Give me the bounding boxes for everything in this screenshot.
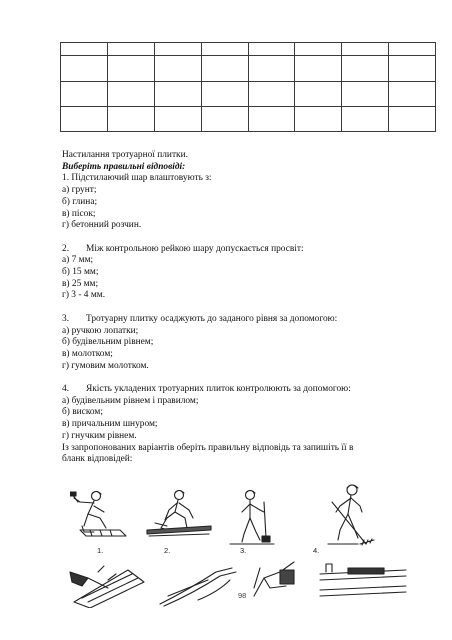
- question-1-option-c: в) пісок;: [62, 208, 96, 219]
- question-4-option-c: в) причальним шнуром;: [62, 419, 158, 430]
- answer-cell: [389, 82, 436, 107]
- answer-cell: [154, 43, 201, 56]
- answer-cell: [107, 82, 154, 107]
- page-number: 98: [238, 591, 247, 600]
- question-3-option-c: в) молотком;: [62, 348, 113, 359]
- answer-cell: [295, 107, 342, 132]
- figure-4-worker-with-rake: [318, 482, 378, 546]
- question-1: 1. Підстилаючий шар влаштовують з:: [62, 173, 212, 184]
- question-1-option-d: г) бетонний розчин.: [62, 220, 142, 231]
- answer-cell: [248, 43, 295, 56]
- question-1-option-a: а) грунт;: [62, 185, 97, 196]
- question-2-option-c: в) 25 мм;: [62, 278, 99, 289]
- answer-cell: [61, 82, 108, 107]
- task-line-1: Із запропонованих варіантів оберіть правильну відповідь та запишіть її в: [62, 442, 354, 453]
- answer-cell: [342, 56, 389, 82]
- answer-cell: [201, 56, 248, 82]
- answer-cell: [154, 107, 201, 132]
- figure-5-screeding-tool: [68, 562, 148, 608]
- answer-cell: [248, 82, 295, 107]
- section-title: Настилання тротуарної плитки.: [62, 150, 188, 160]
- answer-cell: [201, 43, 248, 56]
- question-2-option-b: б) 15 мм;: [62, 267, 99, 278]
- task-line-2: бланк відповідей:: [62, 454, 133, 465]
- answer-cell: [107, 107, 154, 132]
- instruction: Виберіть правильні відповіді:: [62, 161, 186, 172]
- question-2: 2. Між контрольною рейкою шару допускається просвіт:: [62, 243, 304, 254]
- answer-cell: [61, 43, 108, 56]
- answer-cell: [389, 43, 436, 56]
- question-4-option-b: б) виском;: [62, 407, 103, 418]
- figure-3-worker-with-tamper: [226, 488, 276, 546]
- answer-cell: [154, 82, 201, 107]
- answer-table-row: [61, 43, 436, 56]
- answer-cell: [154, 56, 201, 82]
- question-4: 4. Якість укладених тротуарних плиток контролюють за допомогою:: [62, 384, 351, 395]
- answer-cell: [61, 107, 108, 132]
- answer-cell: [389, 56, 436, 82]
- figure-2-label: 2.: [164, 546, 171, 555]
- answer-cell: [107, 56, 154, 82]
- question-3-option-b: б) будівельним рівнем;: [62, 337, 154, 348]
- answer-cell: [295, 56, 342, 82]
- answer-cell: [342, 107, 389, 132]
- answer-cell: [342, 82, 389, 107]
- figure-8-level-on-tiles: [318, 560, 408, 598]
- answer-cell: [389, 107, 436, 132]
- figure-3-label: 3.: [240, 546, 247, 555]
- figure-1-worker-hammering: [70, 488, 130, 540]
- question-2-option-d: г) 3 - 4 мм.: [62, 290, 106, 301]
- answer-table-row: [61, 82, 436, 107]
- answer-table-row: [61, 107, 436, 132]
- question-3-option-a: а) ручкою лопатки;: [62, 325, 139, 336]
- question-2-option-a: а) 7 мм;: [62, 255, 94, 266]
- answer-cell: [248, 107, 295, 132]
- answer-cell: [342, 43, 389, 56]
- figure-1-label: 1.: [97, 546, 104, 555]
- answer-table-row: [61, 56, 436, 82]
- figure-6-wheelbarrow: [158, 566, 240, 608]
- question-4-option-d: г) гнучким рівнем.: [62, 430, 137, 441]
- question-3-option-d: г) гумовим молотком.: [62, 360, 149, 371]
- answer-table: [60, 42, 436, 132]
- answer-cell: [61, 56, 108, 82]
- answer-cell: [295, 43, 342, 56]
- answer-cell: [201, 82, 248, 107]
- figure-4-label: 4.: [313, 546, 320, 555]
- question-4-option-a: а) будівельним рівнем і правилом;: [62, 395, 199, 406]
- answer-cell: [248, 56, 295, 82]
- question-1-option-b: б) глина;: [62, 196, 98, 207]
- test-text: [62, 150, 432, 466]
- question-3: 3. Тротуарну плитку осаджують до заданого рівня за допомогою:: [62, 313, 338, 324]
- figure-7-hand-with-tool: [250, 558, 302, 598]
- answer-cell: [201, 107, 248, 132]
- answer-cell: [107, 43, 154, 56]
- answer-cell: [295, 82, 342, 107]
- figure-2-worker-with-rail: [145, 488, 213, 540]
